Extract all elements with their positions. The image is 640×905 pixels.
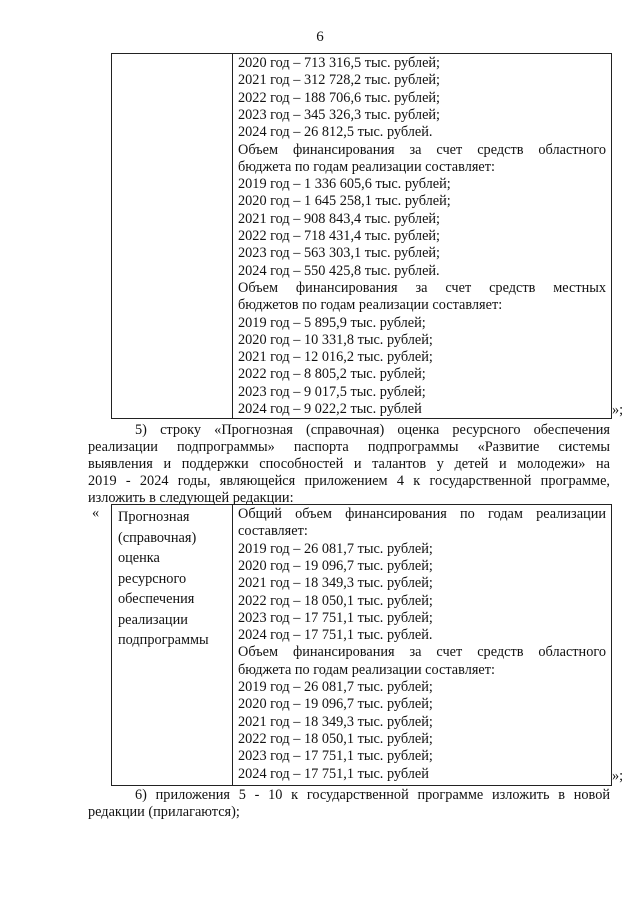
table-line: 2021 год – 18 349,3 тыс. рублей; <box>238 713 433 730</box>
table-line: 2020 год – 713 316,5 тыс. рублей; <box>238 55 441 71</box>
closing-quote: »; <box>612 402 624 418</box>
opening-quote: « <box>92 505 100 521</box>
table-line: Объем финансирования за счет средств местных <box>238 279 606 296</box>
table-line: 2022 год – 718 431,4 тыс. рублей; <box>238 228 441 244</box>
table-line: 2019 год – 26 081,7 тыс. рублей; <box>238 679 433 695</box>
paragraph-5 <box>88 422 610 507</box>
paragraph-6 <box>88 787 610 821</box>
left-label-line: Прогнозная <box>118 509 190 525</box>
paragraph-line: 2019 - 2024 годы, являющейся приложением 4 к государственной программе, <box>88 473 610 489</box>
paragraph-line: изложить в следующей редакции: <box>88 490 294 506</box>
table-line: 2021 год – 18 349,3 тыс. рублей; <box>238 575 433 592</box>
paragraph-line: выявления и поддержки способностей и талантов у детей и молодежи» на <box>88 456 610 472</box>
table-line: бюджета по годам реализации составляет: <box>238 158 495 175</box>
table-line: 2021 год – 908 843,4 тыс. рублей; <box>238 210 441 227</box>
paragraph-line: 6) приложения 5 - 10 к государственной программе изложить в новой <box>135 787 610 803</box>
paragraph-line: редакции (прилагаются); <box>88 804 240 820</box>
financing-table-continued <box>111 53 612 419</box>
page-number: 6 <box>316 29 324 45</box>
table-line: 2024 год – 9 022,2 тыс. рублей <box>238 401 422 417</box>
table-line: 2020 год – 19 096,7 тыс. рублей; <box>238 696 433 713</box>
table-line: 2020 год – 10 331,8 тыс. рублей; <box>238 331 433 348</box>
table-line: 2023 год – 563 303,1 тыс. рублей; <box>238 245 441 262</box>
table-line: составляет: <box>238 523 308 540</box>
table-left-column <box>112 505 233 785</box>
left-label-line: обеспечения <box>118 591 195 607</box>
table-line: 2024 год – 26 812,5 тыс. рублей. <box>238 124 433 141</box>
table-line: 2023 год – 9 017,5 тыс. рублей; <box>238 383 426 400</box>
table-line: Объем финансирования за счет средств областного <box>238 644 606 661</box>
table-line: 2022 год – 18 050,1 тыс. рублей; <box>238 730 433 747</box>
table-line: 2024 год – 550 425,8 тыс. рублей. <box>238 262 440 279</box>
table-line: 2023 год – 17 751,1 тыс. рублей; <box>238 748 433 765</box>
table-line: 2022 год – 8 805,2 тыс. рублей; <box>238 366 426 383</box>
paragraph-line: реализации подпрограммы» паспорта подпрограммы «Развитие системы <box>88 439 610 455</box>
table-line: бюджета по годам реализации составляет: <box>238 661 495 678</box>
table-line: 2021 год – 12 016,2 тыс. рублей; <box>238 349 433 366</box>
table-line: 2024 год – 17 751,1 тыс. рублей. <box>238 627 433 644</box>
table-line: 2022 год – 18 050,1 тыс. рублей; <box>238 592 433 609</box>
table-line: 2022 год – 188 706,6 тыс. рублей; <box>238 89 441 106</box>
table-line: 2023 год – 17 751,1 тыс. рублей; <box>238 609 433 626</box>
table-line: 2019 год – 26 081,7 тыс. рублей; <box>238 540 433 557</box>
paragraph-line: 5) строку «Прогнозная (справочная) оценка ресурсного обеспечения <box>135 422 610 438</box>
table-line: 2020 год – 19 096,7 тыс. рублей; <box>238 557 433 574</box>
resource-estimate-table <box>111 504 612 786</box>
table-line: 2019 год – 1 336 605,6 тыс. рублей; <box>238 176 451 193</box>
table-line: 2019 год – 5 895,9 тыс. рублей; <box>238 314 426 331</box>
table-line: 2024 год – 17 751,1 тыс. рублей <box>238 765 429 782</box>
table-line: 2020 год – 1 645 258,1 тыс. рублей; <box>238 193 451 210</box>
table-line: Объем финансирования за счет средств областного <box>238 141 606 158</box>
left-label-line: оценка <box>118 550 160 566</box>
table-line: бюджетов по годам реализации составляет: <box>238 297 503 314</box>
left-label-line: (справочная) <box>118 529 197 546</box>
left-label-line: ресурсного <box>118 570 187 587</box>
table-line: 2021 год – 312 728,2 тыс. рублей; <box>238 72 441 89</box>
table-line: Общий объем финансирования по годам реализации <box>238 506 606 522</box>
table-left-column <box>112 54 233 418</box>
left-label-line: подпрограммы <box>118 632 209 648</box>
table-line: 2023 год – 345 326,3 тыс. рублей; <box>238 106 441 123</box>
left-label-line: реализации <box>118 611 188 628</box>
closing-quote: »; <box>612 768 624 784</box>
